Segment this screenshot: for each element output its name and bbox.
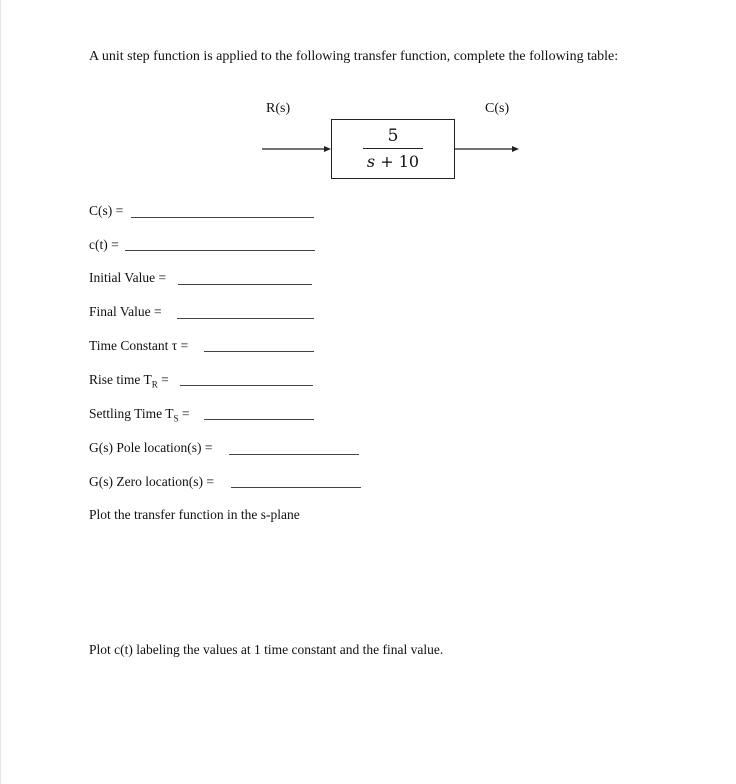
tf-numerator: 5 (387, 126, 399, 146)
fraction-bar (363, 148, 423, 149)
rise-time-label: Rise time $T_R$ = (89, 372, 169, 390)
time-constant-label: Time Constant τ = (89, 338, 189, 353)
ct-blank[interactable] (125, 250, 315, 251)
intro-text: A unit step function is applied to the following transfer function, complete the following table: (89, 49, 619, 64)
row-initial (89, 270, 166, 286)
output-arrow-head (512, 146, 519, 152)
row-zero (89, 474, 214, 490)
time-constant-blank[interactable] (204, 351, 314, 352)
cs-label: C(s) = (89, 203, 124, 218)
zero-location-blank[interactable] (231, 487, 361, 488)
row-cs (89, 203, 123, 219)
initial-value-blank[interactable] (178, 284, 312, 285)
row-time-constant (89, 338, 188, 354)
row-ct (89, 237, 119, 253)
row-final (89, 304, 162, 320)
cs-blank[interactable] (131, 217, 314, 218)
input-arrow-head (324, 146, 331, 152)
pole-location-blank[interactable] (229, 454, 359, 455)
transfer-function-block (331, 119, 455, 179)
row-rise-time (89, 372, 169, 390)
splane-instruction: Plot the transfer function in the s-plane (89, 507, 300, 522)
settling-time-blank[interactable] (204, 419, 314, 420)
tf-denominator-var: s (366, 152, 376, 171)
output-signal-label: C(s) (485, 101, 510, 116)
pole-location-label: G(s) Pole location(s) = (89, 440, 213, 455)
zero-location-label: G(s) Zero location(s) = (89, 474, 214, 489)
initial-value-label: Initial Value = (89, 270, 167, 285)
final-value-blank[interactable] (177, 318, 314, 319)
final-value-label: Final Value = (89, 304, 162, 319)
tf-denominator (367, 152, 419, 172)
row-pole (89, 440, 212, 456)
settling-time-label: Settling Time $T_S$ = (89, 406, 190, 424)
ct-label: c(t) = (89, 237, 119, 252)
rise-time-blank[interactable] (180, 385, 313, 386)
tf-denominator-rest: + 10 (375, 152, 420, 171)
input-signal-label: R(s) (266, 101, 291, 116)
ct-plot-instruction: Plot c(t) labeling the values at 1 time constant and the final value. (89, 642, 444, 657)
row-settling-time (89, 406, 190, 424)
